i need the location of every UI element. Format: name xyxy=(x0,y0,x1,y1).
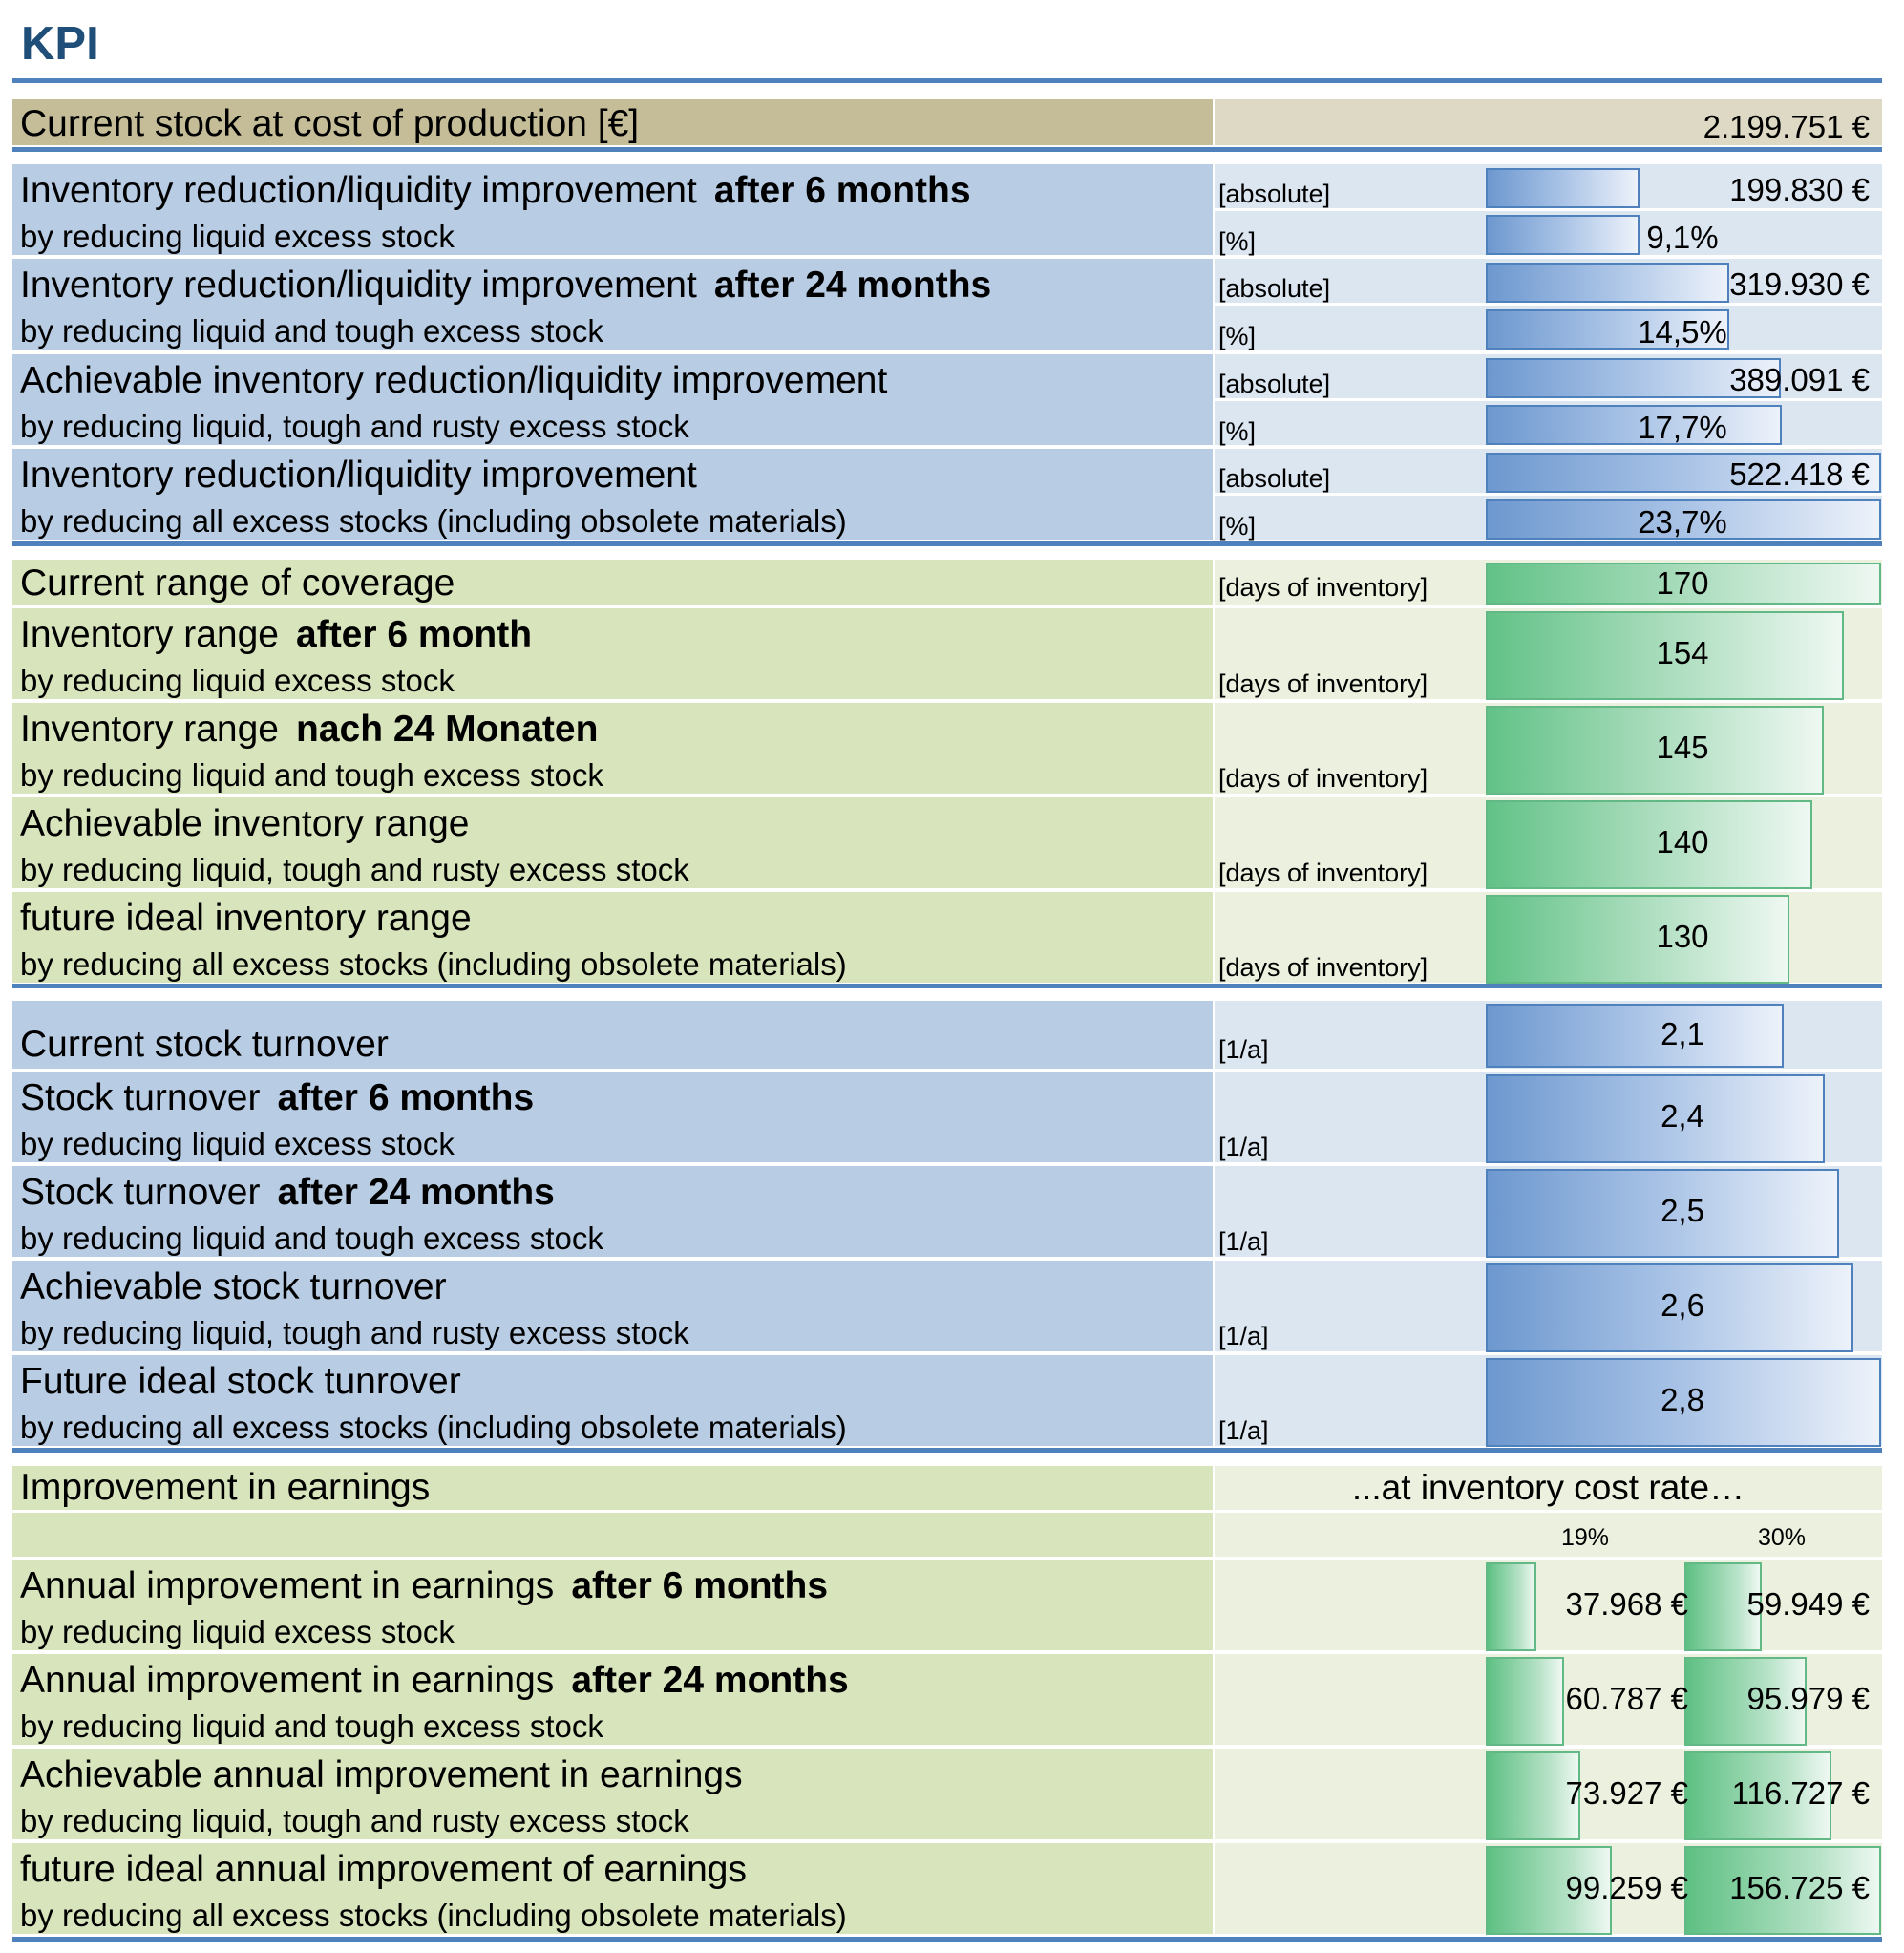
row-title: Current range of coverage xyxy=(20,563,455,604)
row-title-text: Annual improvement in earnings xyxy=(20,1660,555,1701)
row-title-text: Future ideal stock tunrover xyxy=(20,1361,461,1402)
unit-label: [absolute] xyxy=(1218,274,1331,303)
unit-label: [%] xyxy=(1218,227,1257,256)
row-title-text: Stock turnover xyxy=(20,1172,261,1213)
absolute-value: 199.830 € xyxy=(1729,172,1870,207)
unit-label: [days of inventory] xyxy=(1218,764,1428,793)
row-title-emphasis: after 6 months xyxy=(571,1565,829,1606)
earnings-value-rate-1: 60.787 € xyxy=(1565,1681,1688,1716)
row-title-emphasis: after 24 months xyxy=(277,1172,555,1213)
row-subtitle: by reducing liquid and tough excess stock xyxy=(20,313,603,349)
row-title-text: Inventory range xyxy=(20,709,280,750)
row-title: Improvement in earnings xyxy=(20,1467,431,1508)
turnover-value: 2,4 xyxy=(1661,1098,1704,1134)
row-title xyxy=(20,614,532,656)
row-title-text: Inventory reduction/liquidity improvement xyxy=(20,170,697,211)
stock-label: Current stock at cost of production [€] xyxy=(20,103,640,144)
row-title xyxy=(20,1172,555,1214)
unit-label: [days of inventory] xyxy=(1218,573,1428,602)
unit-label: [%] xyxy=(1218,322,1257,350)
row-subtitle: by reducing liquid, tough and rusty excess stock xyxy=(20,409,689,444)
section-rule xyxy=(12,984,1882,988)
unit-label: [days of inventory] xyxy=(1218,859,1428,887)
section-rule xyxy=(12,1448,1882,1453)
row-title-emphasis: after 24 months xyxy=(713,265,992,306)
row-title-text: Achievable inventory reduction/liquidity improvement xyxy=(20,360,888,401)
absolute-bar xyxy=(1486,168,1640,208)
unit-label: [1/a] xyxy=(1218,1416,1269,1445)
unit-label: [%] xyxy=(1218,512,1257,541)
row-title-emphasis: after 24 months xyxy=(571,1660,849,1701)
row-subtitle: by reducing all excess stocks (including obsolete materials) xyxy=(20,1898,847,1933)
row-subtitle: by reducing all excess stocks (including obsolete materials) xyxy=(20,1410,847,1445)
row-subtitle: by reducing all excess stocks (including obsolete materials) xyxy=(20,946,847,982)
absolute-bar xyxy=(1486,263,1729,303)
stock-value: 2.199.751 € xyxy=(1703,109,1870,144)
row-subtitle: by reducing liquid excess stock xyxy=(20,1614,455,1649)
row-title xyxy=(20,1266,447,1308)
bottom-rule xyxy=(12,1937,1882,1942)
unit-label: [absolute] xyxy=(1218,464,1331,493)
earnings-value-rate-1: 99.259 € xyxy=(1565,1870,1688,1905)
row-title-text: Annual improvement in earnings xyxy=(20,1565,555,1606)
row-subtitle: by reducing liquid and tough excess stock xyxy=(20,757,603,793)
unit-label: [days of inventory] xyxy=(1218,669,1428,698)
row-title xyxy=(20,455,697,497)
unit-label: [days of inventory] xyxy=(1218,953,1428,982)
row-subtitle: by reducing liquid excess stock xyxy=(20,1126,455,1161)
turnover-value: 2,6 xyxy=(1661,1287,1704,1323)
range-value: 145 xyxy=(1656,730,1709,765)
earnings-bar-rate-1 xyxy=(1486,1562,1536,1651)
earnings-value-rate-2: 116.727 € xyxy=(1731,1775,1870,1811)
percent-value: 23,7% xyxy=(1638,504,1727,540)
row-title-text: Achievable annual improvement in earnings xyxy=(20,1754,743,1795)
earnings-value-rate-1: 37.968 € xyxy=(1565,1586,1688,1622)
turnover-value: 2,5 xyxy=(1661,1193,1704,1228)
row-title-text: Achievable inventory range xyxy=(20,803,470,844)
earnings-bar-rate-1 xyxy=(1486,1657,1564,1746)
row-title xyxy=(20,803,469,845)
row-title xyxy=(20,1660,849,1702)
range-value: 170 xyxy=(1656,565,1709,601)
row-subtitle: by reducing liquid excess stock xyxy=(20,663,455,698)
percent-value: 14,5% xyxy=(1638,314,1727,350)
unit-label: [1/a] xyxy=(1218,1035,1269,1064)
row-title: Current stock turnover xyxy=(20,1024,389,1065)
row-title-text: Inventory reduction/liquidity improvement xyxy=(20,265,697,306)
row-subtitle: by reducing liquid, tough and rusty excess stock xyxy=(20,1315,689,1350)
row-title-emphasis: nach 24 Monaten xyxy=(296,709,599,750)
row-title xyxy=(20,170,971,212)
row-title-text: Inventory reduction/liquidity improvement xyxy=(20,455,697,496)
row-subtitle: by reducing liquid and tough excess stock xyxy=(20,1221,603,1256)
unit-label: [1/a] xyxy=(1218,1227,1269,1256)
row-title xyxy=(20,265,991,307)
earnings-value-rate-1: 73.927 € xyxy=(1565,1775,1688,1811)
earnings-value-rate-2: 59.949 € xyxy=(1746,1586,1870,1622)
row-title-text: future ideal inventory range xyxy=(20,898,472,939)
label-cell xyxy=(12,1513,1213,1557)
unit-label: [1/a] xyxy=(1218,1322,1269,1350)
earnings-value-rate-2: 95.979 € xyxy=(1746,1681,1870,1716)
absolute-value: 319.930 € xyxy=(1729,266,1870,302)
title-rule xyxy=(12,78,1882,83)
unit-label: [1/a] xyxy=(1218,1133,1269,1161)
row-title xyxy=(20,360,887,402)
absolute-value: 522.418 € xyxy=(1729,456,1870,492)
section-rule xyxy=(12,147,1882,152)
row-title-emphasis: after 6 month xyxy=(296,614,533,655)
unit-label: [absolute] xyxy=(1218,370,1331,398)
unit-label: [absolute] xyxy=(1218,180,1331,208)
row-title-text: Achievable stock turnover xyxy=(20,1266,447,1307)
row-title xyxy=(20,898,472,940)
row-subtitle: by reducing liquid excess stock xyxy=(20,219,455,254)
unit-label: [%] xyxy=(1218,417,1257,446)
row-subtitle: by reducing liquid, tough and rusty excess stock xyxy=(20,852,689,887)
turnover-value: 2,8 xyxy=(1661,1382,1704,1417)
row-title xyxy=(20,1361,461,1403)
range-value: 130 xyxy=(1656,919,1709,954)
row-title-text: Stock turnover xyxy=(20,1077,261,1118)
row-title-emphasis: after 6 months xyxy=(277,1077,535,1118)
row-subtitle: by reducing liquid, tough and rusty excess stock xyxy=(20,1803,689,1838)
rate-1-label: 19% xyxy=(1560,1524,1610,1551)
section-rule xyxy=(12,541,1882,546)
row-title-emphasis: after 6 months xyxy=(713,170,971,211)
row-title xyxy=(20,1849,747,1891)
page-title: KPI xyxy=(21,18,99,70)
turnover-value: 2,1 xyxy=(1661,1016,1704,1051)
range-value: 154 xyxy=(1656,635,1709,670)
percent-value: 9,1% xyxy=(1646,220,1719,255)
absolute-value: 389.091 € xyxy=(1729,362,1870,397)
row-title-text: Inventory range xyxy=(20,614,280,655)
rate-header: ...at inventory cost rate… xyxy=(1351,1468,1745,1507)
row-title xyxy=(20,1077,534,1119)
rate-2-label: 30% xyxy=(1757,1524,1807,1551)
percent-value: 17,7% xyxy=(1638,410,1727,445)
row-title-text: future ideal annual improvement of earnings xyxy=(20,1849,747,1890)
row-subtitle: by reducing liquid and tough excess stock xyxy=(20,1709,603,1744)
range-value: 140 xyxy=(1656,824,1709,860)
row-subtitle: by reducing all excess stocks (including obsolete materials) xyxy=(20,503,847,539)
row-title xyxy=(20,709,598,751)
earnings-value-rate-2: 156.725 € xyxy=(1729,1870,1870,1905)
row-title xyxy=(20,1754,743,1796)
row-title xyxy=(20,1565,828,1607)
